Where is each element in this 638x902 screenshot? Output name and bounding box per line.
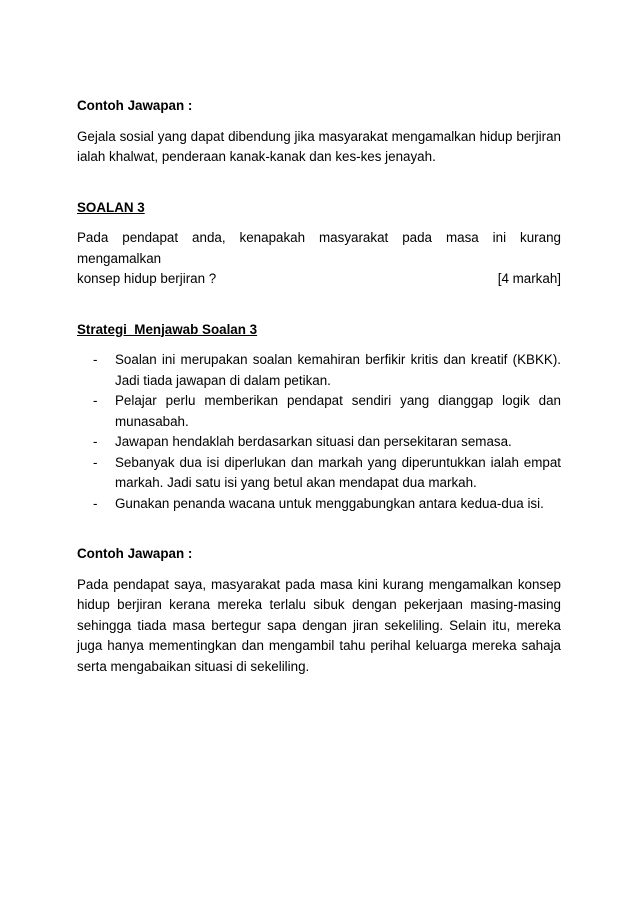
strategy-item-text: Soalan ini merupakan soalan kemahiran berfikir kritis dan kreatif (KBKK). Jadi tiada jawapan di dalam petikan. — [115, 352, 561, 388]
strategy-item — [77, 350, 561, 391]
strategy-item — [77, 432, 561, 453]
question-marks: [4 markah] — [497, 271, 561, 286]
strategy-item-text: Pelajar perlu memberikan pendapat sendiri yang dianggap logik dan munasabah. — [115, 393, 561, 429]
strategy-item — [77, 453, 561, 494]
strategy-heading: Strategi Menjawab Soalan 3 — [77, 321, 258, 337]
bullet-dash: - — [93, 454, 98, 470]
strategy-item-text: Gunakan penanda wacana untuk menggabungkan antara kedua-dua isi. — [115, 495, 544, 511]
strategy-list — [77, 350, 561, 514]
example-answer-heading-1: Contoh Jawapan : — [77, 98, 193, 113]
example-answer-heading-2: Contoh Jawapan : — [77, 546, 193, 561]
question-text-line2: konsep hidup berjiran ? — [77, 271, 217, 286]
example-answer-text-2: Pada pendapat saya, masyarakat pada masa kini kurang mengamalkan konsep hidup berjiran kerana mereka terlalu sibuk dengan pekerjaan masing-masing sehingga tiada masa bertegur sapa dengan jiran sekeliling. Selain itu, mereka juga hanya mementingkan dan mengambil tahu perihal keluarga mereka sahaja serta mengabaikan situasi di sekeliling. — [77, 576, 561, 674]
bullet-dash: - — [93, 352, 98, 367]
strategy-item-text: Sebanyak dua isi diperlukan dan markah yang diperuntukkan ialah empat markah. Jadi satu isi yang betul akan mendapat dua markah. — [115, 454, 561, 490]
example-answer-text-1: Gejala sosial yang dapat dibendung jika masyarakat mengamalkan hidup berjiran ialah khalwat, penderaan kanak-kanak dan kes-kes jenayah. — [77, 128, 561, 164]
strategy-item — [77, 391, 561, 432]
strategy-item — [77, 494, 561, 515]
strategy-item-text: Jawapan hendaklah berdasarkan situasi dan persekitaran semasa. — [115, 434, 512, 449]
bullet-dash: - — [93, 495, 98, 511]
question-text — [77, 228, 561, 290]
bullet-dash: - — [93, 393, 98, 408]
question-text-line1: Pada pendapat anda, kenapakah masyarakat pada masa ini kurang mengamalkan — [77, 230, 561, 266]
bullet-dash: - — [93, 434, 98, 449]
question-heading: SOALAN 3 — [77, 199, 145, 215]
document-page — [77, 96, 561, 677]
